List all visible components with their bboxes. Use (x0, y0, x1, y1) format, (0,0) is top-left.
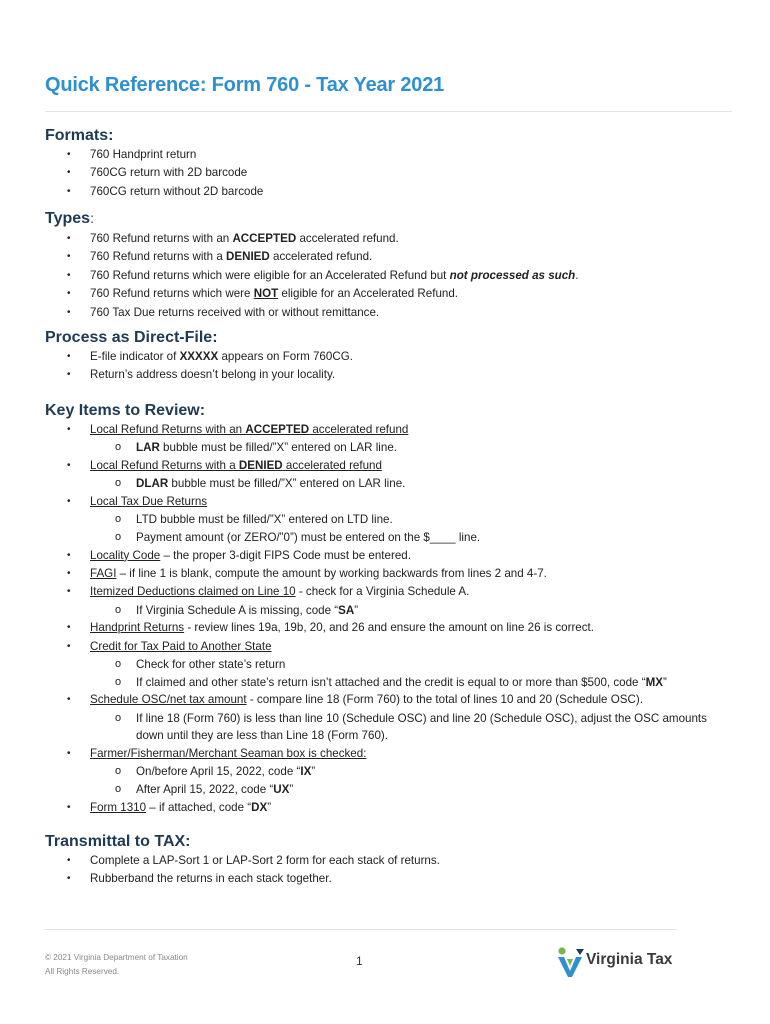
list-item: • Return’s address doesn’t belong in your locality. (45, 366, 745, 384)
virginia-tax-logo (556, 945, 686, 979)
list-item: • Form 1310 – if attached, code “DX” (45, 799, 745, 817)
sub-list-item: o If Virginia Schedule A is missing, code “SA” (45, 602, 745, 620)
page-title: Quick Reference: Form 760 - Tax Year 2021 (45, 74, 445, 96)
bullet-icon: • (67, 640, 71, 652)
page-number: 1 (356, 954, 363, 968)
list-item: • Handprint Returns - review lines 19a, 19b, 20, and 26 and ensure the amount on line 26 is correct. (45, 619, 745, 637)
sub-bullet-icon: o (115, 658, 122, 671)
list-item: • 760 Handprint return (45, 146, 745, 164)
sub-bullet-icon: o (115, 765, 122, 778)
formats-section (45, 126, 745, 201)
list-item: • Local Refund Returns with a DENIED accelerated refund (45, 457, 745, 475)
footer-divider (45, 929, 677, 930)
sub-list-item: o DLAR bubble must be filled/”X” entered on LAR line. (45, 475, 745, 493)
list-item: • 760 Tax Due returns received with or without remittance. (45, 304, 745, 322)
sub-list-item: o Payment amount (or ZERO/”0”) must be entered on the $____ line. (45, 529, 745, 547)
sub-list-item: o Check for other state’s return (45, 656, 745, 674)
list-item: • Locality Code – the proper 3-digit FIPS Code must be entered. (45, 547, 745, 565)
list-item: • 760CG return without 2D barcode (45, 183, 745, 201)
bullet-icon: • (67, 622, 71, 634)
list-item: • 760 Refund returns with a DENIED accelerated refund. (45, 248, 745, 266)
bullet-icon: • (67, 568, 71, 579)
transmittal-section (45, 832, 745, 889)
formats-heading: Formats: (45, 127, 114, 144)
key-items-heading: Key Items to Review: (45, 402, 206, 419)
sub-list-item: o LAR bubble must be filled/”X” entered on LAR line. (45, 439, 745, 457)
direct-file-section (45, 328, 745, 385)
sub-list-item: o On/before April 15, 2022, code “IX” (45, 763, 745, 781)
sub-bullet-icon: o (115, 675, 122, 688)
list-item: • Itemized Deductions claimed on Line 10 - check for a Virginia Schedule A. (45, 583, 745, 601)
sub-bullet-icon: o (115, 531, 122, 543)
direct-file-heading: Process as Direct-File: (45, 329, 218, 346)
types-heading: Types: (45, 210, 94, 227)
bullet-icon: • (67, 269, 71, 281)
sub-bullet-icon: o (115, 783, 122, 795)
list-item: • 760 Refund returns which were eligible for an Accelerated Refund but not processed as such. (45, 267, 745, 285)
bullet-icon: • (67, 167, 71, 179)
key-items-section (45, 401, 745, 817)
list-item: • E-file indicator of XXXXX appears on Form 760CG. (45, 348, 745, 366)
list-item: • Complete a LAP-Sort 1 or LAP-Sort 2 form for each stack of returns. (45, 852, 745, 870)
copyright-notice: © 2021 Virginia Department of Taxation All Rights Reserved. (45, 953, 188, 976)
sub-list-item: o After April 15, 2022, code “UX” (45, 781, 745, 799)
sub-bullet-icon: o (115, 441, 122, 454)
sub-bullet-icon: o (115, 477, 122, 490)
bullet-icon: • (67, 873, 71, 885)
bullet-icon: • (67, 748, 71, 759)
bullet-icon: • (67, 496, 71, 507)
bullet-icon: • (67, 369, 71, 381)
sub-bullet-icon: o (115, 711, 122, 724)
sub-list-item: o LTD bubble must be filled/”X” entered on LTD line. (45, 511, 745, 529)
bullet-icon: • (67, 233, 71, 244)
title-divider (45, 111, 732, 112)
bullet-icon: • (67, 149, 71, 160)
list-item: • Farmer/Fisherman/Merchant Seaman box is checked: (45, 745, 745, 763)
bullet-icon: • (67, 801, 71, 813)
sub-list-item: o If claimed and other state’s return isn’t attached and the credit is equal to or more than $500, code “MX” (45, 674, 745, 692)
bullet-icon: • (67, 586, 71, 598)
bullet-icon: • (67, 185, 71, 197)
sub-bullet-icon: o (115, 603, 122, 616)
list-item: • Local Tax Due Returns (45, 493, 745, 511)
list-item: • Schedule OSC/net tax amount - compare line 18 (Form 760) to the total of lines 10 and 20 (Schedule OSC). (45, 691, 745, 709)
list-item: • Local Refund Returns with an ACCEPTED accelerated refund (45, 421, 745, 439)
sub-list-item: o If line 18 (Form 760) is less than line 10 (Schedule OSC) and line 20 (Schedule OSC), adjust the OSC amounts down until they are less than Line 18 (Form 760). (115, 711, 707, 743)
list-item: • Rubberband the returns in each stack together. (45, 870, 745, 888)
bullet-icon: • (67, 460, 71, 471)
sub-bullet-icon: o (115, 513, 122, 526)
bullet-icon: • (67, 306, 71, 318)
bullet-icon: • (67, 549, 71, 561)
bullet-icon: • (67, 855, 71, 866)
bullet-icon: • (67, 694, 71, 706)
list-item: • FAGI – if line 1 is blank, compute the amount by working backwards from lines 2 and 4-7. (45, 565, 745, 583)
logo-text: Virginia Tax (586, 951, 673, 968)
bullet-icon: • (67, 351, 71, 362)
virginia-tax-logo-icon (556, 945, 586, 979)
bullet-icon: • (67, 288, 71, 300)
list-item: • 760CG return with 2D barcode (45, 164, 745, 182)
list-item: • Credit for Tax Paid to Another State (45, 638, 745, 656)
list-item: • 760 Refund returns which were NOT eligible for an Accelerated Refund. (45, 285, 745, 303)
list-item: • 760 Refund returns with an ACCEPTED accelerated refund. (45, 230, 745, 248)
types-section (45, 208, 745, 322)
bullet-icon: • (67, 251, 71, 263)
bullet-icon: • (67, 424, 71, 435)
transmittal-heading: Transmittal to TAX: (45, 833, 191, 850)
